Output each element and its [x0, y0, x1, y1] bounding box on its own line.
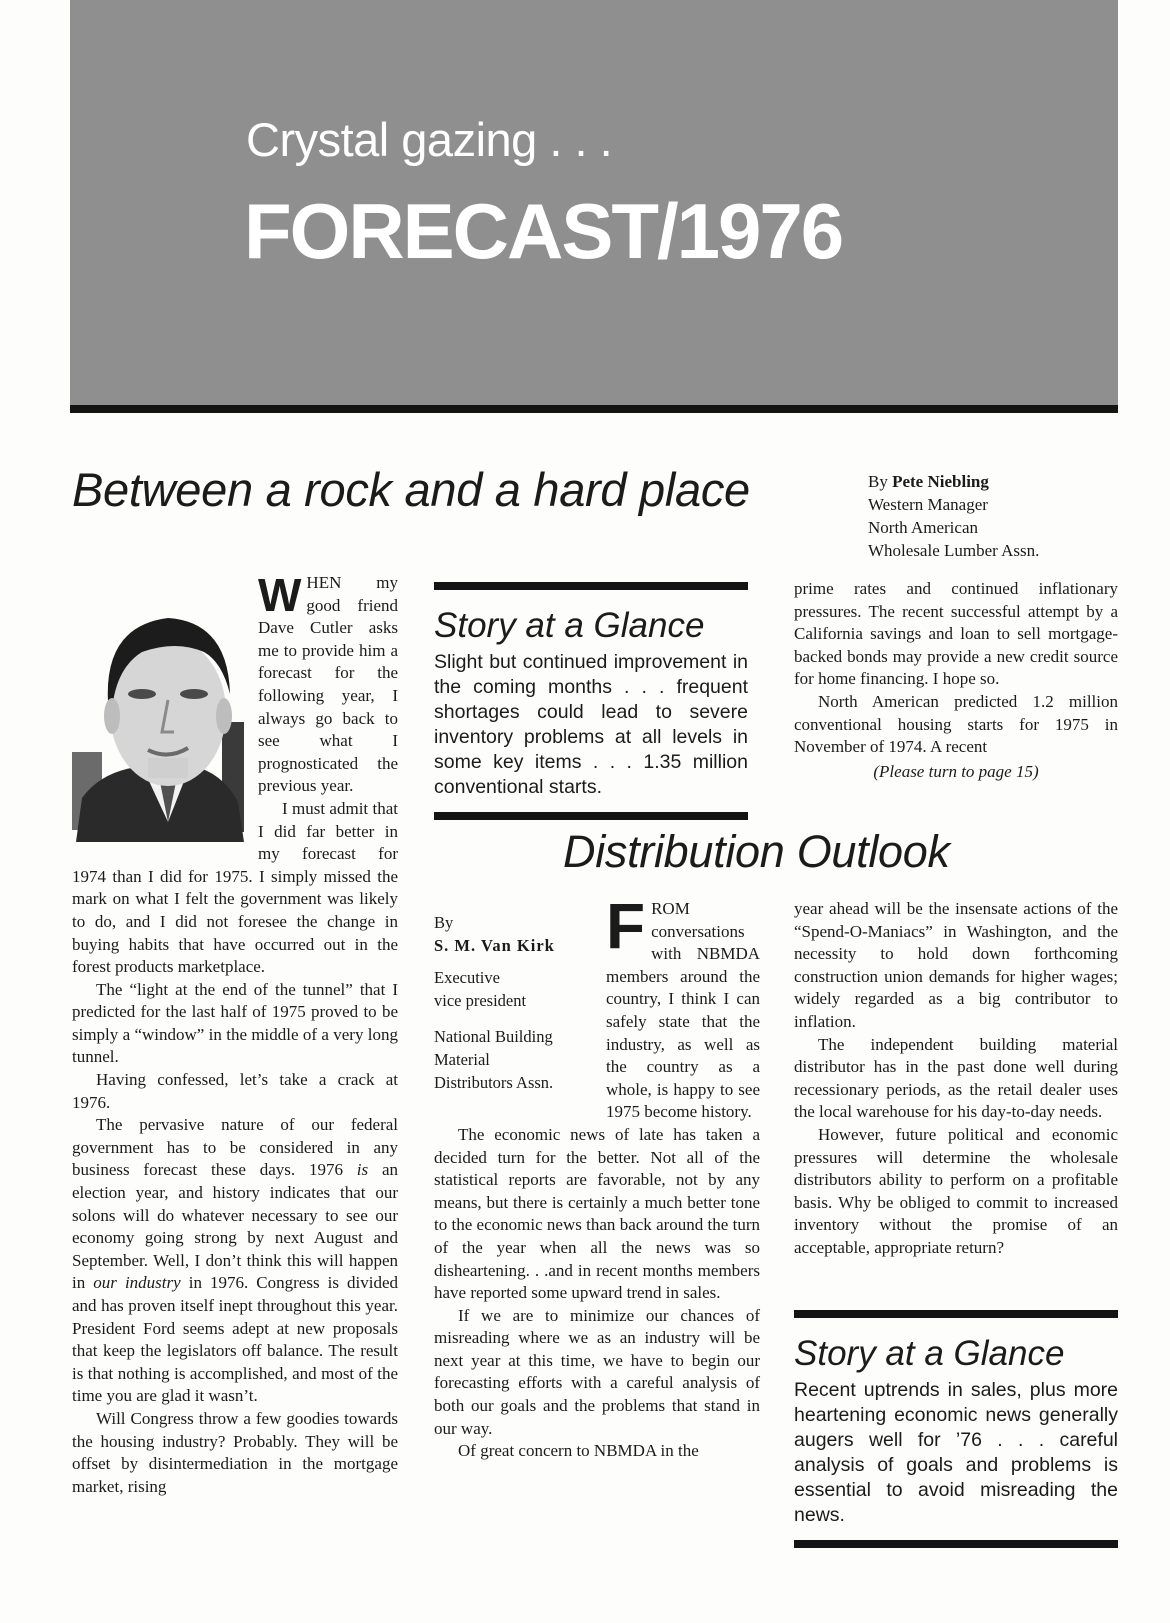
article2-paragraph: The independent building material distributor has in the past done well during recessionary periods, as the retail dealer uses the local warehouse for his day-to-day needs.	[794, 1034, 1118, 1122]
article1-paragraph: I must admit that I did far better in my forecast for 1974 than I did for 1975. I simply missed the mark on what I felt the government was likely to do, and I did not foresee the change in buying habits that have occurred out in the forest products marketplace.	[72, 798, 398, 977]
article2-column2	[434, 890, 760, 1463]
article1-paragraph: The pervasive nature of our federal government has to be considered in any business forecast these days. 1976 is an election year, and history indicates that our solons will do whatever necessary to see our economy going strong by next August and September. Well, I don’t think this will happen in our industry in 1976. Congress is divided and has proven itself inept throughout this year. President Ford seems adept at new proposals that keep the legislators off balance. The result is that nothing is accomplished, and most of the time you are glad it wasn’t.	[72, 1115, 398, 1406]
author-name: S. M. Van Kirk	[434, 935, 555, 955]
byline-by: By	[434, 913, 454, 932]
article1-column3	[794, 578, 1118, 783]
article1-paragraph: The “light at the end of the tunnel” that I predicted for the last half of 1975 proved to be simply a “window” in the middle of a very long tunnel.	[72, 979, 398, 1067]
dropcap-f: F	[606, 890, 646, 962]
byline-by: By	[868, 472, 888, 491]
author-org-line1: North American	[868, 518, 978, 537]
author-portrait-photo	[72, 572, 244, 842]
author-org-line1: National Building	[434, 1027, 553, 1047]
article2-paragraph: If we are to minimize our chances of misreading where we as an industry will be next year at this time, we have to begin our forecasting efforts with a careful analysis of both our goals and the problems that stand in our way.	[434, 1305, 760, 1438]
article1-paragraph: Having confessed, let’s take a crack at 1976.	[72, 1070, 398, 1112]
article1-byline	[868, 470, 1039, 562]
article2-paragraph: The economic news of late has taken a decided turn for the better. Not all of the statistical reports are favorable, not by any means, but there is certainly a much better tone to the economic news than back around the turn of the year when all the news was so disheartening. . .and in recent months members have reported some upward trend in sales.	[434, 1124, 760, 1303]
article1-column1	[72, 569, 398, 1498]
continued-notice: (Please turn to page 15)	[873, 761, 1039, 781]
story-at-a-glance-box-1	[434, 582, 748, 820]
article2-column3	[794, 898, 1118, 1260]
author-role: Western Manager	[868, 495, 988, 514]
glance-text: Recent uptrends in sales, plus more heartening economic news generally augers well for ’76 . . . careful analysis of goals and problems is essential to avoid misreading the news.	[794, 1379, 1118, 1526]
story-at-a-glance-box-2	[794, 1310, 1118, 1548]
header-kicker: Crystal gazing . . .	[246, 113, 613, 166]
glance-title: Story at a Glance	[794, 1334, 1065, 1373]
article2-paragraph: Of great concern to NBMDA in the	[458, 1441, 699, 1461]
author-role-line2: vice president	[434, 990, 527, 1010]
article2-paragraph: year ahead will be the insensate actions of the “Spend-O-Maniacs” in Washington, and the necessity to hold down forthcoming construction union demands for higher wages; widely regarded as a big contributor to inflation.	[794, 899, 1118, 1031]
article1-paragraph: North American predicted 1.2 million conventional housing starts for 1975 in November of 1974. A recent	[794, 691, 1118, 757]
author-name: Pete Niebling	[892, 472, 989, 491]
glance-text: Slight but continued improvement in the coming months . . . frequent shortages could lead to severe inventory problems at all levels in some key items . . . 1.35 million conventional starts.	[434, 651, 748, 798]
glance-rule-bottom	[434, 812, 748, 820]
article1-title: Between a rock and a hard place	[72, 463, 750, 516]
article2-paragraph: However, future political and economic pressures will determine the wholesale distributors ability to perform on a profitable basis. Why be obliged to commit to increased inventory without the promise of an acceptable, appropriate return?	[794, 1124, 1118, 1257]
author-org-line2: Material	[434, 1049, 490, 1069]
article1-paragraph: WHEN my good friend Dave Cutler asks me to provide him a forecast for the following year, I always go back to see what I prognosticated the previous year.	[258, 569, 398, 796]
glance-rule-top	[794, 1310, 1118, 1318]
author-org-line2: Wholesale Lumber Assn.	[868, 541, 1040, 560]
glance-rule-top	[434, 582, 748, 590]
article2-title: Distribution Outlook	[563, 826, 950, 877]
article1-paragraph: Will Congress throw a few goodies towards the housing industry? Probably. They will be offset by disintermediation in the mortgage market, rising	[72, 1408, 398, 1496]
article2-paragraph: FROM conversations with NBMDA members around the country, I think I can safely state that the industry, as well as the country as a whole, is happy to see 1975 become history.	[606, 890, 760, 1122]
article1-paragraph: prime rates and continued inflationary pressures. The recent successful attempt by a California savings and loan to sell mortgage-backed bonds may provide a new credit source for home financing. I hope so.	[794, 579, 1118, 689]
glance-title: Story at a Glance	[434, 606, 705, 645]
banner-rule	[70, 405, 1118, 413]
header-headline: FORECAST/1976	[244, 187, 843, 275]
dropcap-w: W	[258, 569, 302, 621]
glance-rule-bottom	[794, 1540, 1118, 1548]
author-role-line1: Executive	[434, 968, 500, 988]
author-org-line3: Distributors Assn.	[434, 1072, 554, 1092]
